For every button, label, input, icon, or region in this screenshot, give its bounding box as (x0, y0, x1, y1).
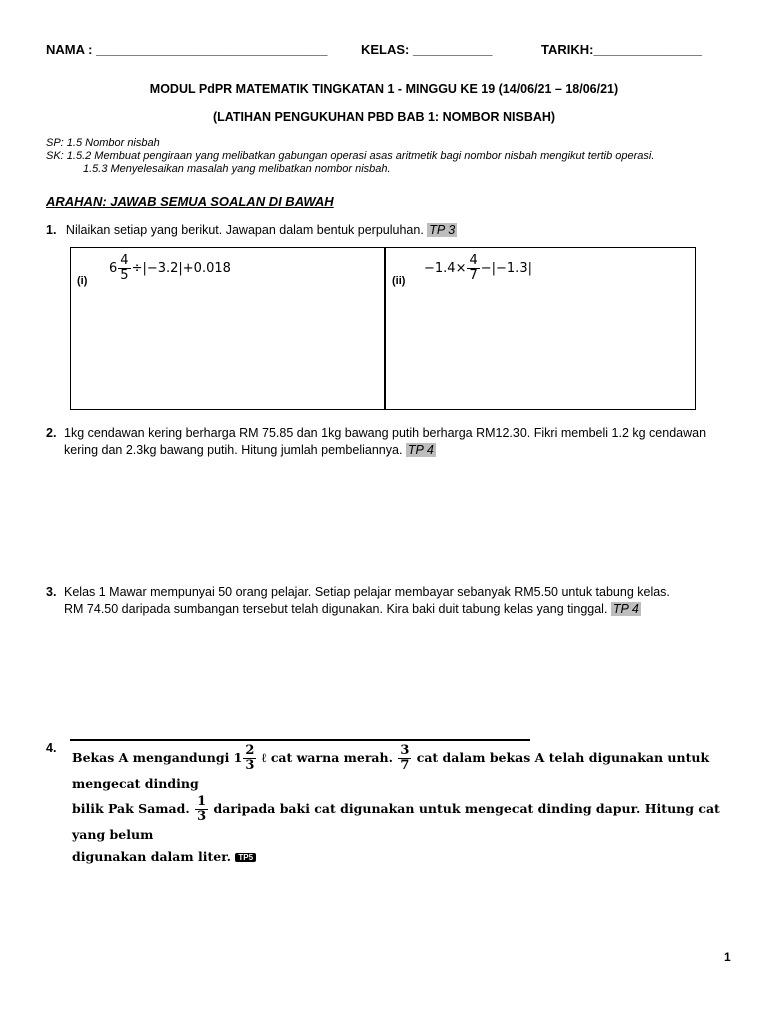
question-3-line-1: Kelas 1 Mawar mempunyai 50 orang pelajar. Setiap pelajar membayar sebanyak RM5.50 untuk tabung kelas. (64, 585, 670, 599)
standard-sk2: 1.5.3 Menyelesaikan masalah yang melibatkan nombor nisbah. (83, 163, 391, 175)
question-3-line-2: RM 74.50 daripada sumbangan tersebut telah digunakan. Kira baki duit tabung kelas yang tinggal. (64, 602, 608, 616)
question-3 (46, 584, 764, 618)
question-4-fraction-3-numerator: 1 (197, 794, 207, 809)
part-ii-expression (424, 254, 532, 283)
question-4-text (72, 744, 732, 869)
question-1-text: Nilaikan setiap yang berikut. Jawapan dalam bentuk perpuluhan. (65, 223, 424, 237)
instructions-heading: ARAHAN: JAWAB SEMUA SOALAN DI BAWAH (46, 194, 334, 209)
question-2 (46, 425, 764, 459)
part-i-fraction (118, 254, 130, 283)
question-2-line-1: 1kg cendawan kering berharga RM 75.85 dan 1kg bawang putih berharga RM12.30. Fikri membeli 1.2 kg cendawan (64, 426, 707, 440)
question-1-number: 1. (46, 223, 57, 237)
question-4-number: 4. (46, 741, 57, 755)
tarikh-field: TARIKH:_______________ (541, 42, 702, 57)
part-ii-fraction-denominator: 7 (469, 268, 478, 283)
question-3-number: 3. (46, 585, 57, 599)
question-4-fraction-2 (398, 744, 411, 773)
question-1-tp-badge: TP 3 (429, 223, 456, 237)
part-i-label: (i) (77, 275, 88, 287)
nama-field: NAMA : ________________________________ (46, 42, 328, 57)
question-2-number: 2. (46, 426, 57, 440)
question-4-fraction-3 (195, 795, 208, 824)
part-i-fraction-numerator: 4 (120, 253, 129, 268)
question-4-part-a2: ℓ cat warna merah. (261, 750, 393, 765)
part-i-fraction-denominator: 5 (120, 268, 129, 283)
question-4-part-a3: cat dalam bekas A telah digunakan untuk mengecat dinding (72, 750, 710, 791)
question-4-fraction-1-numerator: 2 (245, 743, 255, 758)
question-4-fraction-1-denominator: 3 (245, 758, 255, 773)
question-4-fraction-1 (243, 744, 256, 773)
module-title: MODUL PdPR MATEMATIK TINGKATAN 1 - MINGGU KE 19 (14/06/21 – 18/06/21) (149, 82, 619, 96)
question-3-tp-badge: TP 4 (612, 602, 639, 616)
question-2-line-2: kering dan 2.3kg bawang putih. Hitung jumlah pembeliannya. (64, 443, 403, 457)
question-4-fraction-2-denominator: 7 (400, 758, 410, 773)
question-1-answer-box (70, 247, 696, 410)
question-4-part-b2: daripada baki cat digunakan untuk mengecat dinding dapur. Hitung cat yang belum (72, 801, 720, 842)
part-ii-rest: −|−1.3| (480, 261, 532, 276)
question-4-tp-badge: TP5 (235, 853, 256, 862)
question-4-part-c1: digunakan dalam liter. (72, 849, 231, 864)
question-4-part-b1: bilik Pak Samad. (72, 801, 190, 816)
part-i-expression (109, 254, 231, 283)
part-ii-fraction (467, 254, 479, 283)
part-i-whole: 6 (109, 261, 118, 276)
standard-sp: SP: 1.5 Nombor nisbah (46, 137, 160, 149)
kelas-field: KELAS: ___________ (361, 42, 493, 57)
question-4-top-rule (70, 739, 530, 741)
question-2-tp-badge: TP 4 (407, 443, 434, 457)
question-4-fraction-2-numerator: 3 (400, 743, 410, 758)
part-ii-fraction-numerator: 4 (469, 253, 478, 268)
part-i-rest: ÷|−3.2|+0.018 (131, 261, 231, 276)
question-1 (46, 222, 457, 239)
question-4-fraction-3-denominator: 3 (197, 809, 207, 824)
answer-box-divider (384, 248, 386, 409)
question-4-part-a1: Bekas A mengandungi 1 (72, 750, 243, 765)
part-ii-label: (ii) (392, 275, 406, 287)
module-subtitle: (LATIHAN PENGUKUHAN PBD BAB 1: NOMBOR NISBAH) (212, 110, 556, 124)
page-number: 1 (724, 950, 731, 964)
part-ii-lead: −1.4× (424, 261, 467, 276)
standard-sk1: SK: 1.5.2 Membuat pengiraan yang melibatkan gabungan operasi asas aritmetik bagi nombor nisbah mengikut tertib operasi. (46, 150, 655, 162)
